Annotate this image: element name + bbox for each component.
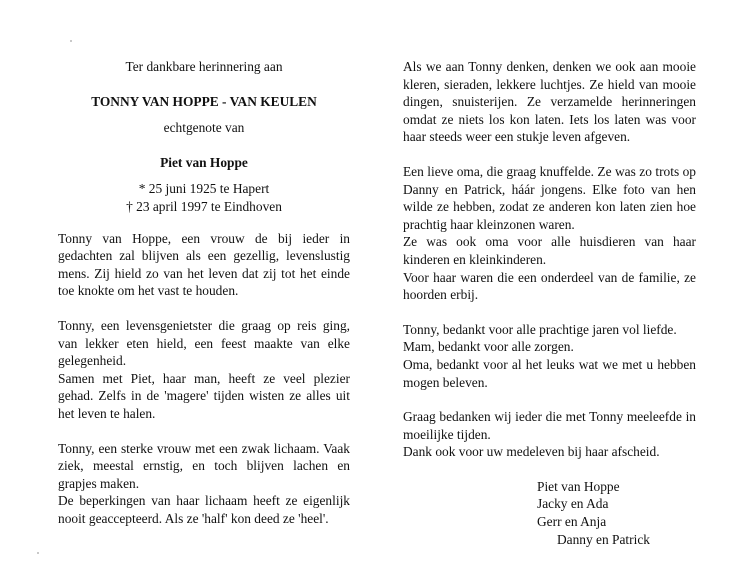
paragraph: Graag bedanken wij ieder die met Tonny meeleefde in moeilijke tijden. — [403, 409, 696, 442]
paragraph: Voor haar waren die een onderdeel van de familie, ze hoorden erbij. — [403, 269, 696, 303]
paragraph: Tonny, een sterke vrouw met een zwak lichaam. Vaak ziek, meestal ernstig, en toch blijven lachen en grapjes maken. — [58, 440, 350, 491]
paragraph: Dank ook voor uw medeleven bij haar afscheid. — [403, 444, 660, 460]
death-line: † 23 april 1997 te Eindhoven — [126, 198, 282, 214]
birth-line: * 25 juni 1925 te Hapert — [138, 181, 270, 197]
scan-speck — [70, 40, 72, 42]
thanks-line: Tonny, bedankt voor alle prachtige jaren vol liefde. — [403, 321, 677, 337]
relation-line: echtgenote van — [163, 120, 245, 136]
spouse-name: Piet van Hoppe — [160, 154, 248, 170]
signature-name: Piet van Hoppe — [537, 478, 620, 494]
paragraph: Tonny, een levensgenietster die graag op reis ging, van lekker eten hield, een feest maakte van elke gelegenheid. — [58, 317, 350, 369]
thanks-line: Mam, bedankt voor alle zorgen. — [403, 339, 574, 355]
thanks-line: Oma, bedankt voor al het leuks wat we met u hebben mogen beleven. — [403, 356, 696, 390]
scan-speck — [37, 552, 39, 554]
signature-name: Jacky en Ada — [537, 496, 609, 512]
intro-line: Ter dankbare herinnering aan — [125, 59, 283, 74]
card-header — [58, 58, 350, 216]
paragraph: Ze was ook oma voor alle huisdieren van haar kinderen en kleinkinderen. — [403, 234, 696, 267]
paragraph: Tonny van Hoppe, een vrouw de bij ieder in gedachten zal blijven als een gezellig, levenslustig mens. Zij hield zo van het leven dat zij tot het einde toe knokte om het vast te houden. — [58, 230, 350, 299]
signature-name: Danny en Patrick — [557, 531, 650, 547]
right-column — [403, 58, 696, 548]
paragraph: Als we aan Tonny denken, denken we ook aan mooie kleren, sieraden, lekkere luchtjes. Ze hield van mooie dingen, snuisterijen. Ze verzamelde herinneringen omdat ze niets los kon laten. Iets los laten was voor haar steeds weer een stukje leven afgeven. — [403, 59, 696, 145]
deceased-name: TONNY VAN HOPPE - VAN KEULEN — [91, 93, 317, 109]
paragraph: Een lieve oma, die graag knuffelde. Ze was zo trots op Danny en Patrick, háár jongens. Elke foto van hen wilde ze hebben, zodat ze anderen kon laten zien hoe prachtig haar kleinzonen waren. — [403, 163, 696, 232]
signature-name: Gerr en Anja — [537, 514, 607, 530]
paragraph: De beperkingen van haar lichaam heeft ze eigenlijk nooit geaccepteerd. Als ze 'half' kon deed ze 'heel'. — [58, 493, 350, 526]
signature-block — [403, 478, 696, 548]
paragraph: Samen met Piet, haar man, heeft ze veel plezier gehad. Zelfs in de 'magere' tijden wisten ze alles uit het leven te halen. — [58, 370, 350, 421]
left-column — [58, 58, 350, 527]
